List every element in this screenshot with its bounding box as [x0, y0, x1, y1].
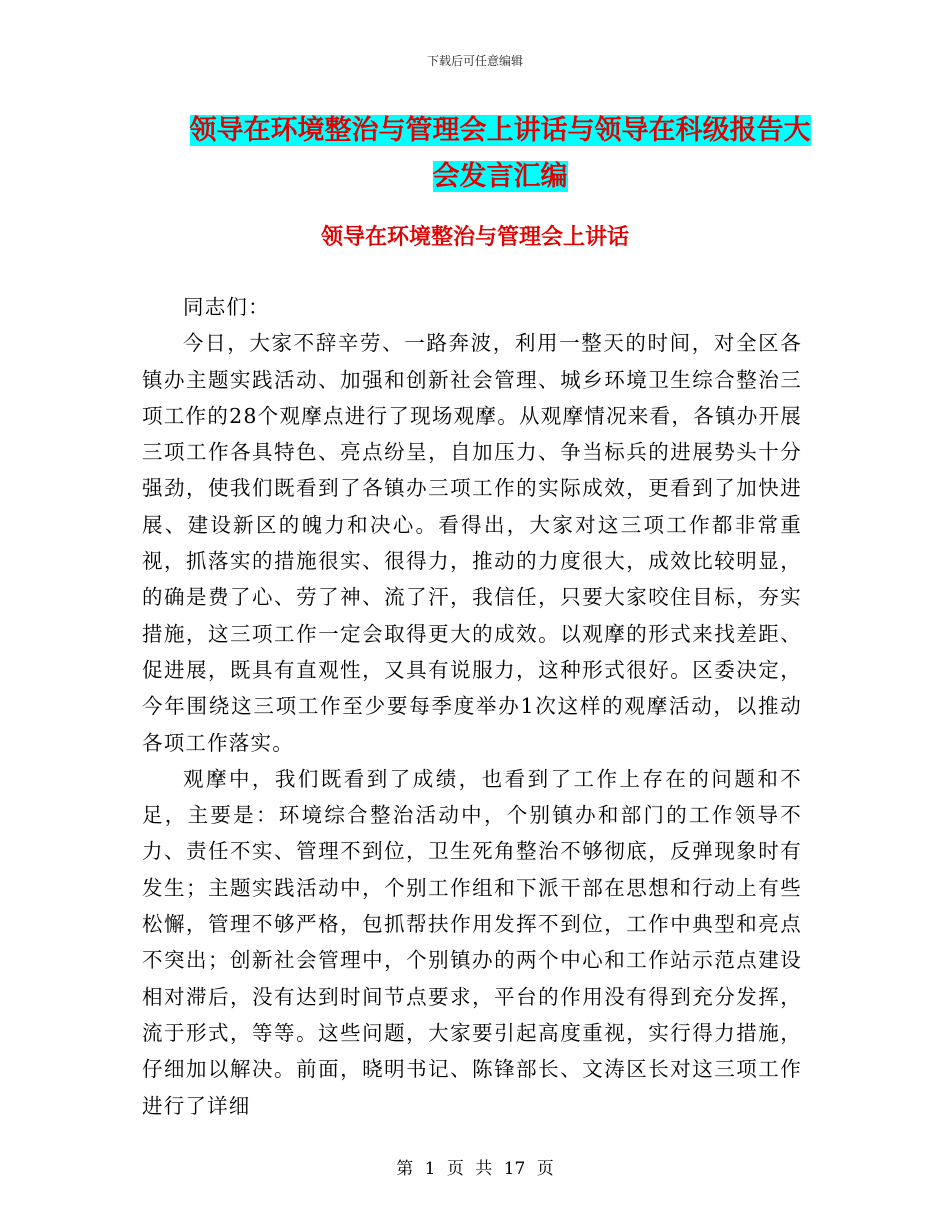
paragraph-1: 今日，大家不辞辛劳、一路奔波，利用一整天的时间，对全区各镇办主题实践活动、加强和创新社会管理、城乡环境卫生综合整治三项工作的28个观摩点进行了现场观摩。从观摩情况来看，各镇办开展三项工作各具特色、亮点纷呈，自加压力、争当标兵的进展势头十分强劲，使我们既看到了各镇办三项工作的实际成效，更看到了加快进展、建设新区的魄力和决心。看得出，大家对这三项工作都非常重视，抓落实的措施很实、很得力，推动的力度很大，成效比较明显，的确是费了心、劳了神、流了汗，我信任，只要大家咬住目标，夯实措施，这三项工作一定会取得更大的成效。以观摩的形式来找差距、促进展，既具有直观性，又具有说服力，这种形式很好。区委决定，今年围绕这三项工作至少要每季度举办1次这样的观摩活动，以推动各项工作落实。: [142, 331, 802, 755]
page-footer: 第 1 页 共 17 页: [396, 1159, 554, 1179]
document-title-line-1: 领导在环境整治与管理会上讲话与领导在科级报告大: [189, 115, 811, 146]
document-title: [140, 108, 860, 200]
document-body: [142, 289, 802, 1124]
header-note: 下载后可任意编辑: [426, 54, 523, 68]
document-title-line-2: 会发言汇编: [432, 161, 568, 192]
greeting: 同志们：: [183, 295, 270, 319]
paragraph-2: 观摩中，我们既看到了成绩，也看到了工作上存在的问题和不足，主要是：环境综合整治活动中，个别镇办和部门的工作领导不力、责任不实、管理不到位，卫生死角整治不够彻底，反弹现象时有发生；主题实践活动中，个别工作组和下派干部在思想和行动上有些松懈，管理不够严格，包抓帮扶作用发挥不到位，工作中典型和亮点不突出；创新社会管理中，个别镇办的两个中心和工作站示范点建设相对滞后，没有达到时间节点要求，平台的作用没有得到充分发挥，流于形式，等等。这些问题，大家要引起高度重视，实行得力措施，仔细加以解决。前面，晓明书记、陈锋部长、文涛区长对这三项工作进行了详细: [142, 766, 802, 1118]
section-title: 领导在环境整治与管理会上讲话: [320, 225, 629, 250]
